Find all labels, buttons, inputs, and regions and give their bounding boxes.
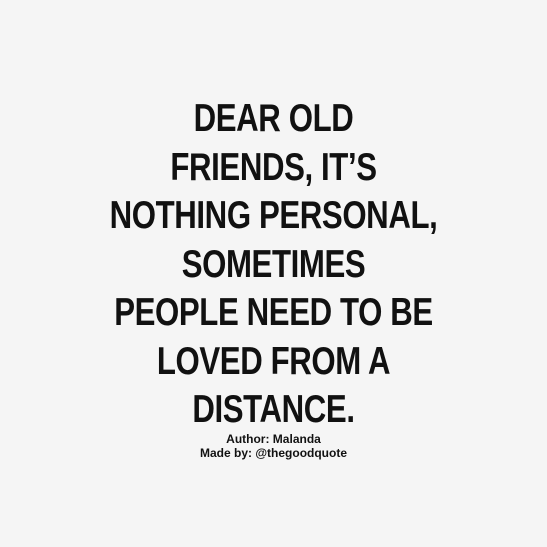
credits [0, 432, 547, 460]
quote-line: DISTANCE. [192, 388, 355, 431]
quote-line: FRIENDS, IT’S [170, 145, 377, 189]
author-credit: Author: Malanda [226, 432, 321, 446]
quote-line: DEAR OLD [193, 97, 354, 140]
quote-line: LOVED FROM A [156, 339, 391, 383]
quote-line: SOMETIMES [181, 242, 366, 286]
quote-line: PEOPLE NEED TO BE [114, 291, 433, 334]
quote-line: NOTHING PERSONAL, [109, 194, 438, 237]
made-by-credit: Made by: @thegoodquote [199, 446, 348, 460]
quote-text [0, 95, 547, 435]
